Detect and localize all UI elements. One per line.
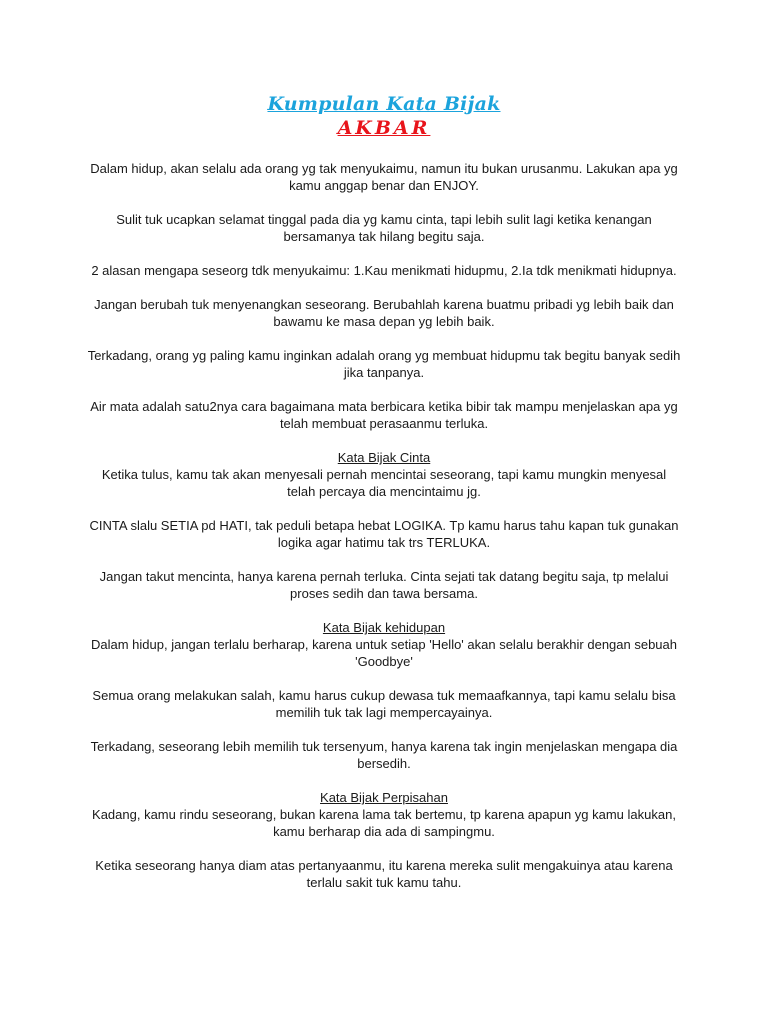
section-heading: Kata Bijak Cinta — [337, 450, 431, 465]
section-kata-bijak-kehidupan — [86, 619, 682, 772]
document-title: Kumpulan Kata Bijak — [267, 93, 501, 115]
paragraph: Ketika tulus, kamu tak akan menyesali pernah mencintai seseorang, tapi kamu mungkin menyesal telah percaya dia mencintaimu jg. — [101, 467, 667, 499]
paragraph: Dalam hidup, akan selalu ada orang yg tak menyukaimu, namun itu bukan urusanmu. Lakukan apa yg kamu anggap benar dan ENJOY. — [90, 161, 678, 193]
paragraph: Terkadang, orang yg paling kamu inginkan adalah orang yg membuat hidupmu tak begitu banyak sedih jika tanpanya. — [87, 348, 681, 380]
paragraph: Kadang, kamu rindu seseorang, bukan karena lama tak bertemu, tp karena apapun yg kamu lakukan, kamu berharap dia ada di sampingmu. — [92, 807, 676, 839]
document-subtitle: AKBAR — [337, 117, 431, 139]
paragraph: Jangan takut mencinta, hanya karena pernah terluka. Cinta sejati tak datang begitu saja, tp melalui proses sedih dan tawa bersama. — [99, 569, 669, 601]
paragraph: Air mata adalah satu2nya cara bagaimana mata berbicara ketika bibir tak mampu menjelaskan apa yg telah membuat perasaanmu terluka. — [90, 399, 678, 431]
paragraph: Jangan berubah tuk menyenangkan seseorang. Berubahlah karena buatmu pribadi yg lebih baik dan bawamu ke masa depan yg lebih baik. — [94, 297, 674, 329]
document-header — [0, 92, 768, 140]
section-heading: Kata Bijak kehidupan — [322, 620, 446, 635]
paragraph: Terkadang, seseorang lebih memilih tuk tersenyum, hanya karena tak ingin menjelaskan mengapa dia bersedih. — [90, 739, 678, 771]
paragraph: 2 alasan mengapa seseorg tdk menyukaimu: 1.Kau menikmati hidupmu, 2.Ia tdk menikmati hidupnya. — [91, 263, 677, 278]
paragraph: Sulit tuk ucapkan selamat tinggal pada dia yg kamu cinta, tapi lebih sulit lagi ketika kenangan bersamanya tak hilang begitu saja. — [116, 212, 652, 244]
section-kata-bijak-perpisahan — [86, 789, 682, 891]
paragraph: CINTA slalu SETIA pd HATI, tak peduli betapa hebat LOGIKA. Tp kamu harus tahu kapan tuk gunakan logika agar hatimu tak trs TERLUKA. — [89, 518, 679, 550]
paragraph: Semua orang melakukan salah, kamu harus cukup dewasa tuk memaafkannya, tapi kamu selalu bisa memilih tuk tak lagi mempercayainya. — [92, 688, 676, 720]
intro-section — [86, 160, 682, 432]
document-body — [86, 160, 682, 908]
paragraph: Ketika seseorang hanya diam atas pertanyaanmu, itu karena mereka sulit mengakuinya atau karena terlalu sakit tuk kamu tahu. — [95, 858, 673, 890]
paragraph: Dalam hidup, jangan terlalu berharap, karena untuk setiap 'Hello' akan selalu berakhir dengan sebuah 'Goodbye' — [90, 637, 677, 669]
section-kata-bijak-cinta — [86, 449, 682, 602]
section-heading: Kata Bijak Perpisahan — [320, 790, 448, 805]
